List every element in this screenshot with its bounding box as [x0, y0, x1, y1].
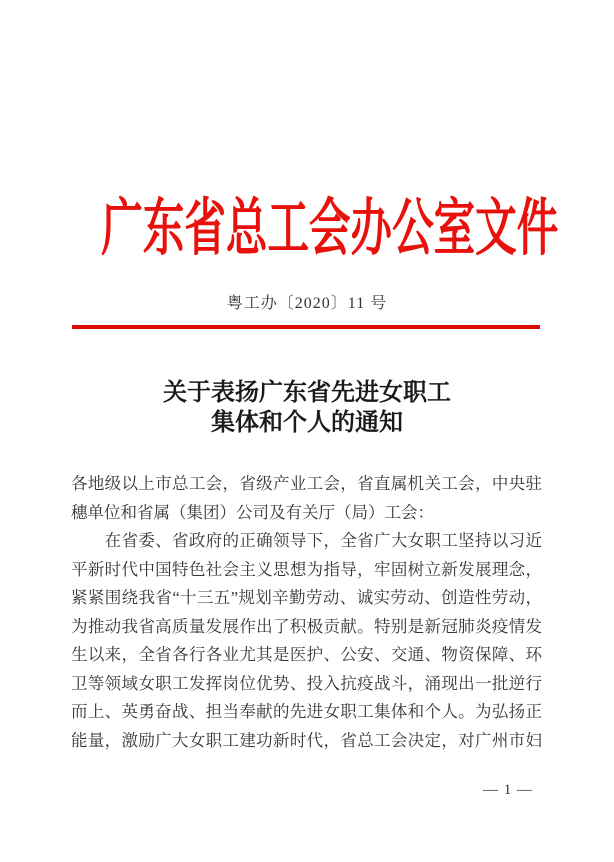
document-title-line1: 关于表扬广东省先进女职工	[163, 380, 451, 406]
letterhead-title: 广东省总工会办公室文件	[101, 195, 559, 263]
body-line: 为推动我省高质量发展作出了积极贡献。特别是新冠肺炎疫情发	[71, 616, 542, 636]
body-text	[71, 470, 542, 755]
body-line: 能量，激励广大女职工建功新时代，省总工会决定，对广州市妇	[71, 730, 542, 750]
body-line: 紧紧围绕我省“十三五”规划辛勤劳动、诚实劳动、创造性劳动，	[71, 588, 542, 607]
body-line: 生以来，全省各行各业尤其是医护、公安、交通、物资保障、环	[71, 645, 542, 664]
body-line: 而上、英勇奋战、担当奉献的先进女职工集体和个人。为弘扬正	[71, 702, 542, 721]
body-line-recipients-1: 各地级以上市总工会，省级产业工会，省直属机关工会，中央驻	[71, 474, 542, 493]
body-line: 在省委、省政府的正确领导下，全省广大女职工坚持以习近	[71, 531, 542, 550]
red-separator-line	[72, 325, 540, 329]
body-line: 平新时代中国特色社会主义思想为指导，牢固树立新发展理念，	[71, 559, 542, 579]
page-number: — 1 —	[483, 782, 533, 798]
document-title-line2: 集体和个人的通知	[211, 410, 403, 436]
document-number: 粤工办〔2020〕11 号	[226, 295, 388, 312]
document-title	[0, 378, 614, 438]
body-line: 卫等领域女职工发挥岗位优势、投入抗疫战斗，涌现出一批逆行	[71, 673, 542, 693]
body-line-recipients-2: 穗单位和省属（集团）公司及有关厅（局）工会：	[71, 502, 434, 522]
